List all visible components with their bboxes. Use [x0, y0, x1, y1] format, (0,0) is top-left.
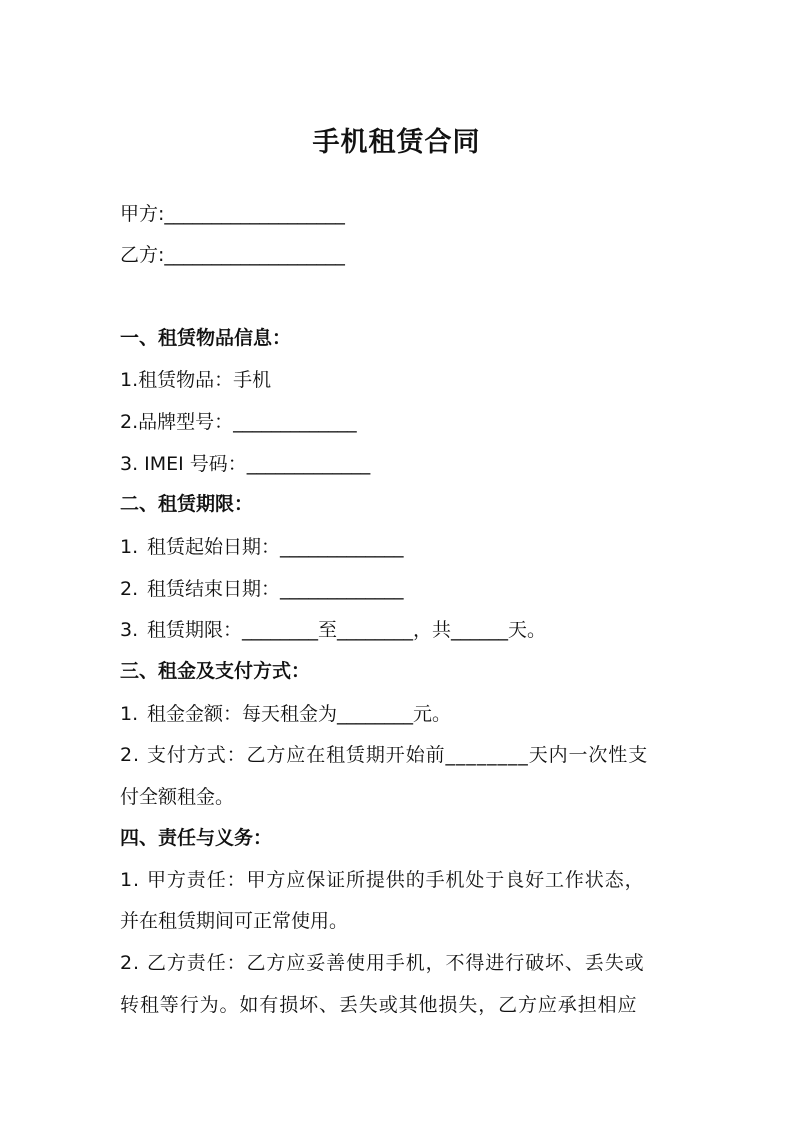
section4-heading: 四、责任与义务： — [120, 827, 273, 849]
section4-item2-line2: 转租等行为。如有损坏、丢失或其他损失，乙方应承担相应 — [120, 994, 638, 1016]
section1-item1: 1.租赁物品：手机 — [120, 369, 272, 391]
section4-item1-number: 1. — [120, 869, 140, 891]
section2-item3 — [120, 616, 680, 644]
section3-heading: 三、租金及支付方式： — [120, 660, 311, 682]
party-b-field: 乙方:___________________ — [120, 244, 345, 266]
section4-item1-text: 甲方责任：甲方应保证所提供的手机处于良好工作状态， — [147, 869, 645, 891]
section4-item2-number: 2. — [120, 952, 140, 974]
section2-item2 — [120, 575, 680, 603]
party-a-field: 甲方:___________________ — [120, 203, 345, 225]
section2-item3-number: 3. — [120, 619, 139, 641]
section4-item1-line1 — [120, 866, 680, 894]
section2-item2-text: 租赁结束日期：_____________ — [147, 578, 404, 600]
section1-item3: 3. IMEI 号码：_____________ — [120, 453, 371, 475]
section4-item1-line2: 并在租赁期间可正常使用。 — [120, 910, 349, 932]
section3-item2-text: 支付方式：乙方应在租赁期开始前________天内一次性支 — [147, 744, 649, 766]
section3-item1-text: 租金金额：每天租金为________元。 — [147, 703, 452, 725]
section2-item1-number: 1. — [120, 536, 139, 558]
section2-item3-text: 租赁期限：________至________，共______天。 — [147, 619, 547, 641]
section2-item1 — [120, 533, 680, 561]
section4-item2-text: 乙方责任：乙方应妥善使用手机，不得进行破坏、丢失或 — [147, 952, 645, 974]
section1-heading: 一、租赁物品信息： — [120, 327, 292, 349]
section3-item2-line1 — [120, 741, 680, 769]
section4-item2-line1 — [120, 949, 680, 977]
section3-item2-line2: 付全额租金。 — [120, 786, 235, 808]
section1-item2: 2.品牌型号：_____________ — [120, 411, 357, 433]
section2-heading: 二、租赁期限： — [120, 493, 254, 515]
section3-item1 — [120, 700, 680, 728]
section3-item1-number: 1. — [120, 703, 139, 725]
section2-item2-number: 2. — [120, 578, 139, 600]
section2-item1-text: 租赁起始日期：_____________ — [147, 536, 404, 558]
section3-item2-number: 2. — [120, 744, 140, 766]
document-title: 手机租赁合同 — [312, 127, 481, 158]
